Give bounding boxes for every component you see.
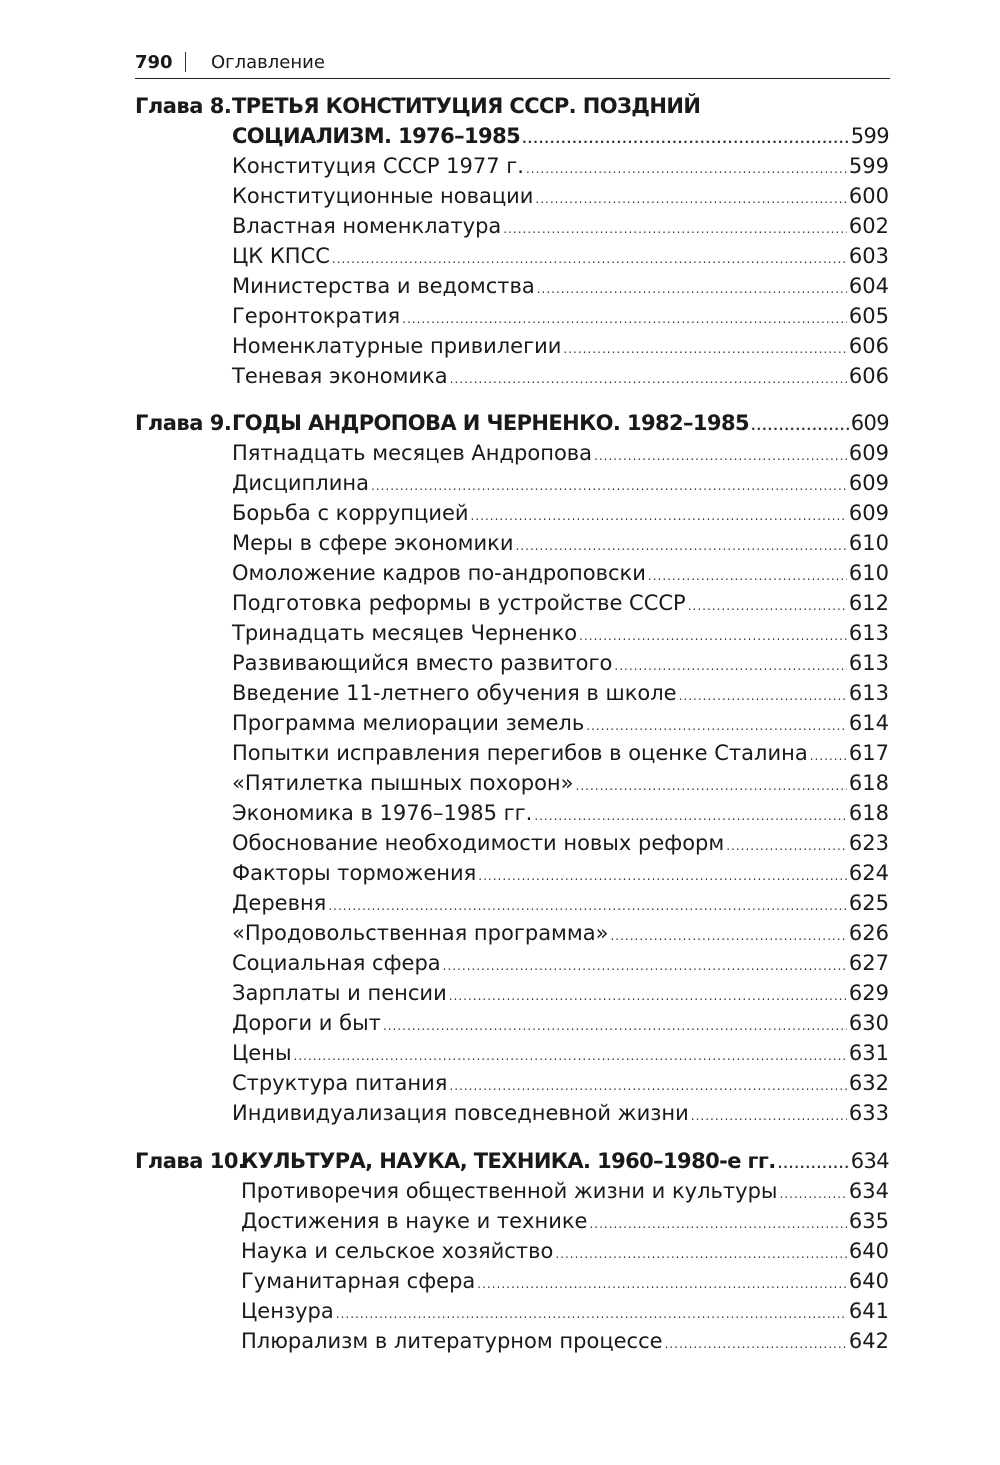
- page-ref: 618: [848, 801, 889, 825]
- leader-dots: [537, 282, 847, 296]
- page-ref: 613: [848, 681, 889, 705]
- leader-dots: [535, 192, 846, 206]
- chapter-label: Глава 9.: [135, 411, 232, 435]
- leader-dots: [371, 479, 847, 493]
- page-ref: 633: [848, 1101, 889, 1125]
- chapter-label: Глава 10.: [135, 1149, 246, 1173]
- page-ref: 624: [848, 861, 889, 885]
- leader-dots: [332, 252, 847, 266]
- leader-dots: [586, 719, 847, 733]
- leader-dots: [503, 222, 847, 236]
- toc-entry: [232, 1041, 889, 1071]
- entry-title: Пятнадцать месяцев Андропова: [232, 441, 593, 465]
- leader-dots: [688, 599, 847, 613]
- page-ref: 635: [848, 1209, 889, 1233]
- toc-entry: [232, 1101, 889, 1131]
- leader-dots: [751, 419, 849, 433]
- leader-dots: [328, 899, 847, 913]
- entry-title: Омоложение кадров по-андроповски: [232, 561, 646, 585]
- toc-entry: [232, 334, 889, 364]
- leader-dots: [726, 839, 847, 853]
- entry-title: Министерства и ведомства: [232, 274, 535, 298]
- entry-title: Плюрализм в литературном процессе: [241, 1329, 663, 1353]
- toc-entry: [232, 561, 889, 591]
- toc-entry: [232, 441, 889, 471]
- page-ref: 609: [848, 501, 889, 525]
- chapter-label: Глава 8.: [135, 94, 232, 118]
- chapter-title: КУЛЬТУРА, НАУКА, ТЕХНИКА. 1960–1980-е гг.: [241, 1149, 776, 1173]
- running-title: Оглавление: [211, 52, 325, 73]
- entry-title: Социальная сфера: [232, 951, 441, 975]
- toc-entry: [232, 364, 889, 394]
- page-ref: 612: [848, 591, 889, 615]
- leader-dots: [579, 629, 847, 643]
- entry-title: Гуманитарная сфера: [241, 1269, 476, 1293]
- toc-entry: [232, 801, 889, 831]
- entry-title: Попытки исправления перегибов в оценке Сталина: [232, 741, 808, 765]
- toc-entry: [241, 1179, 889, 1209]
- page-ref: 630: [848, 1011, 889, 1035]
- entry-title: Экономика в 1976–1985 гг.: [232, 801, 533, 825]
- leader-dots: [383, 1019, 847, 1033]
- entry-title: Номенклатурные привилегии: [232, 334, 562, 358]
- leader-dots: [576, 779, 847, 793]
- toc-entry: [232, 471, 889, 501]
- leader-dots: [555, 1247, 847, 1261]
- leader-dots: [594, 449, 847, 463]
- leader-dots: [294, 1049, 847, 1063]
- entry-title: Зарплаты и пенсии: [232, 981, 447, 1005]
- page-ref: 614: [848, 711, 889, 735]
- entry-title: Дороги и быт: [232, 1011, 381, 1035]
- page-ref: 610: [848, 531, 889, 555]
- toc-entry: [232, 154, 889, 184]
- toc-entry: [232, 771, 889, 801]
- page-ref: 642: [848, 1329, 889, 1353]
- page-ref: 623: [848, 831, 889, 855]
- entry-title: «Пятилетка пышных похорон»: [232, 771, 574, 795]
- page-ref: 631: [848, 1041, 889, 1065]
- chapter-title: ТРЕТЬЯ КОНСТИТУЦИЯ СССР. ПОЗДНИЙ: [232, 94, 701, 118]
- entry-title: Цензура: [241, 1299, 334, 1323]
- chapter-title-row: [241, 1149, 889, 1179]
- leader-dots: [402, 312, 847, 326]
- toc-entry: [232, 981, 889, 1011]
- entry-title: Меры в сфере экономики: [232, 531, 514, 555]
- toc-entry: [241, 1209, 889, 1239]
- leader-dots: [449, 1079, 847, 1093]
- leader-dots: [679, 689, 847, 703]
- page-ref: 605: [848, 304, 889, 328]
- toc-entry: [232, 184, 889, 214]
- leader-dots: [471, 509, 847, 523]
- entry-title: Подготовка реформы в устройстве СССР: [232, 591, 686, 615]
- entry-title: Факторы торможения: [232, 861, 477, 885]
- entry-title: «Продовольственная программа»: [232, 921, 609, 945]
- toc-entry: [241, 1329, 889, 1359]
- leader-dots: [450, 372, 847, 386]
- page-ref: 613: [848, 621, 889, 645]
- entry-title: Властная номенклатура: [232, 214, 502, 238]
- toc-entry: [232, 304, 889, 334]
- leader-dots: [810, 749, 847, 763]
- toc-entry: [232, 861, 889, 891]
- toc-entry: [232, 274, 889, 304]
- page-ref: 602: [848, 214, 889, 238]
- chapter-title-continued: СОЦИАЛИЗМ. 1976–1985: [232, 124, 521, 148]
- chapter-title-row: [232, 124, 889, 154]
- toc-entry: [232, 214, 889, 244]
- entry-title: Дисциплина: [232, 471, 369, 495]
- toc-entry: [232, 921, 889, 951]
- toc-entry: [232, 681, 889, 711]
- toc-entry: [241, 1269, 889, 1299]
- leader-dots: [336, 1307, 847, 1321]
- toc-entry: [232, 951, 889, 981]
- page-ref: 604: [848, 274, 889, 298]
- page-ref: 606: [848, 364, 889, 388]
- page-ref: 634: [850, 1149, 889, 1173]
- entry-title: Развивающийся вместо развитого: [232, 651, 613, 675]
- page-ref: 599: [850, 124, 889, 148]
- toc-entry: [232, 741, 889, 771]
- chapter-title-row: [232, 411, 889, 441]
- toc-entry: [232, 831, 889, 861]
- page-ref: 609: [848, 441, 889, 465]
- leader-dots: [526, 162, 847, 176]
- leader-dots: [522, 132, 849, 146]
- entry-title: Обоснование необходимости новых реформ: [232, 831, 725, 855]
- leader-dots: [665, 1337, 847, 1351]
- leader-dots: [589, 1217, 846, 1231]
- page-ref: 629: [848, 981, 889, 1005]
- entry-title: Деревня: [232, 891, 327, 915]
- entry-title: Достижения в науке и технике: [241, 1209, 588, 1233]
- page-ref: 641: [848, 1299, 889, 1323]
- toc-entry: [232, 591, 889, 621]
- page-ref: 627: [848, 951, 889, 975]
- page-ref: 606: [848, 334, 889, 358]
- entry-title: Индивидуализация повседневной жизни: [232, 1101, 689, 1125]
- leader-dots: [515, 539, 846, 553]
- page-ref: 600: [848, 184, 889, 208]
- toc-entry: [241, 1239, 889, 1269]
- entry-title: Противоречия общественной жизни и культуры: [241, 1179, 778, 1203]
- toc-entry: [232, 621, 889, 651]
- leader-dots: [443, 959, 847, 973]
- toc-entry: [241, 1299, 889, 1329]
- page-number: 790: [135, 52, 173, 73]
- leader-dots: [534, 809, 847, 823]
- leader-dots: [779, 1187, 846, 1201]
- page-ref: 640: [848, 1269, 889, 1293]
- toc-entry: [232, 1011, 889, 1041]
- toc-entry: [232, 244, 889, 274]
- leader-dots: [691, 1109, 847, 1123]
- running-header: [135, 48, 890, 79]
- toc-entry: [232, 711, 889, 741]
- entry-title: Структура питания: [232, 1071, 448, 1095]
- entry-title: Теневая экономика: [232, 364, 448, 388]
- entry-title: Борьба с коррупцией: [232, 501, 469, 525]
- page-ref: 632: [848, 1071, 889, 1095]
- page-ref: 618: [848, 771, 889, 795]
- leader-dots: [449, 989, 847, 1003]
- page-ref: 640: [848, 1239, 889, 1263]
- entry-title: Наука и сельское хозяйство: [241, 1239, 554, 1263]
- page-ref: 599: [848, 154, 889, 178]
- entry-title: Геронтократия: [232, 304, 401, 328]
- leader-dots: [610, 929, 846, 943]
- page-ref: 626: [848, 921, 889, 945]
- toc-entry: [232, 891, 889, 921]
- leader-dots: [563, 342, 846, 356]
- leader-dots: [778, 1157, 849, 1171]
- toc-entry: [232, 1071, 889, 1101]
- leader-dots: [477, 1277, 847, 1291]
- leader-dots: [478, 869, 847, 883]
- entry-title: Тринадцать месяцев Черненко: [232, 621, 578, 645]
- toc-entry: [232, 651, 889, 681]
- entry-title: Конституция СССР 1977 г.: [232, 154, 524, 178]
- page-ref: 610: [848, 561, 889, 585]
- page-ref: 613: [848, 651, 889, 675]
- page-ref: 603: [848, 244, 889, 268]
- entry-title: ЦК КПСС: [232, 244, 330, 268]
- page-ref: 634: [848, 1179, 889, 1203]
- leader-dots: [648, 569, 847, 583]
- toc-entry: [232, 501, 889, 531]
- leader-dots: [614, 659, 847, 673]
- page-ref: 617: [848, 741, 889, 765]
- entry-title: Введение 11-летнего обучения в школе: [232, 681, 677, 705]
- page-ref: 625: [848, 891, 889, 915]
- header-divider: [185, 52, 186, 72]
- entry-title: Конституционные новации: [232, 184, 534, 208]
- page-ref: 609: [848, 471, 889, 495]
- entry-title: Цены: [232, 1041, 292, 1065]
- page-ref: 609: [850, 411, 889, 435]
- toc-entry: [232, 531, 889, 561]
- chapter-title: ГОДЫ АНДРОПОВА И ЧЕРНЕНКО. 1982–1985: [232, 411, 749, 435]
- entry-title: Программа мелиорации земель: [232, 711, 585, 735]
